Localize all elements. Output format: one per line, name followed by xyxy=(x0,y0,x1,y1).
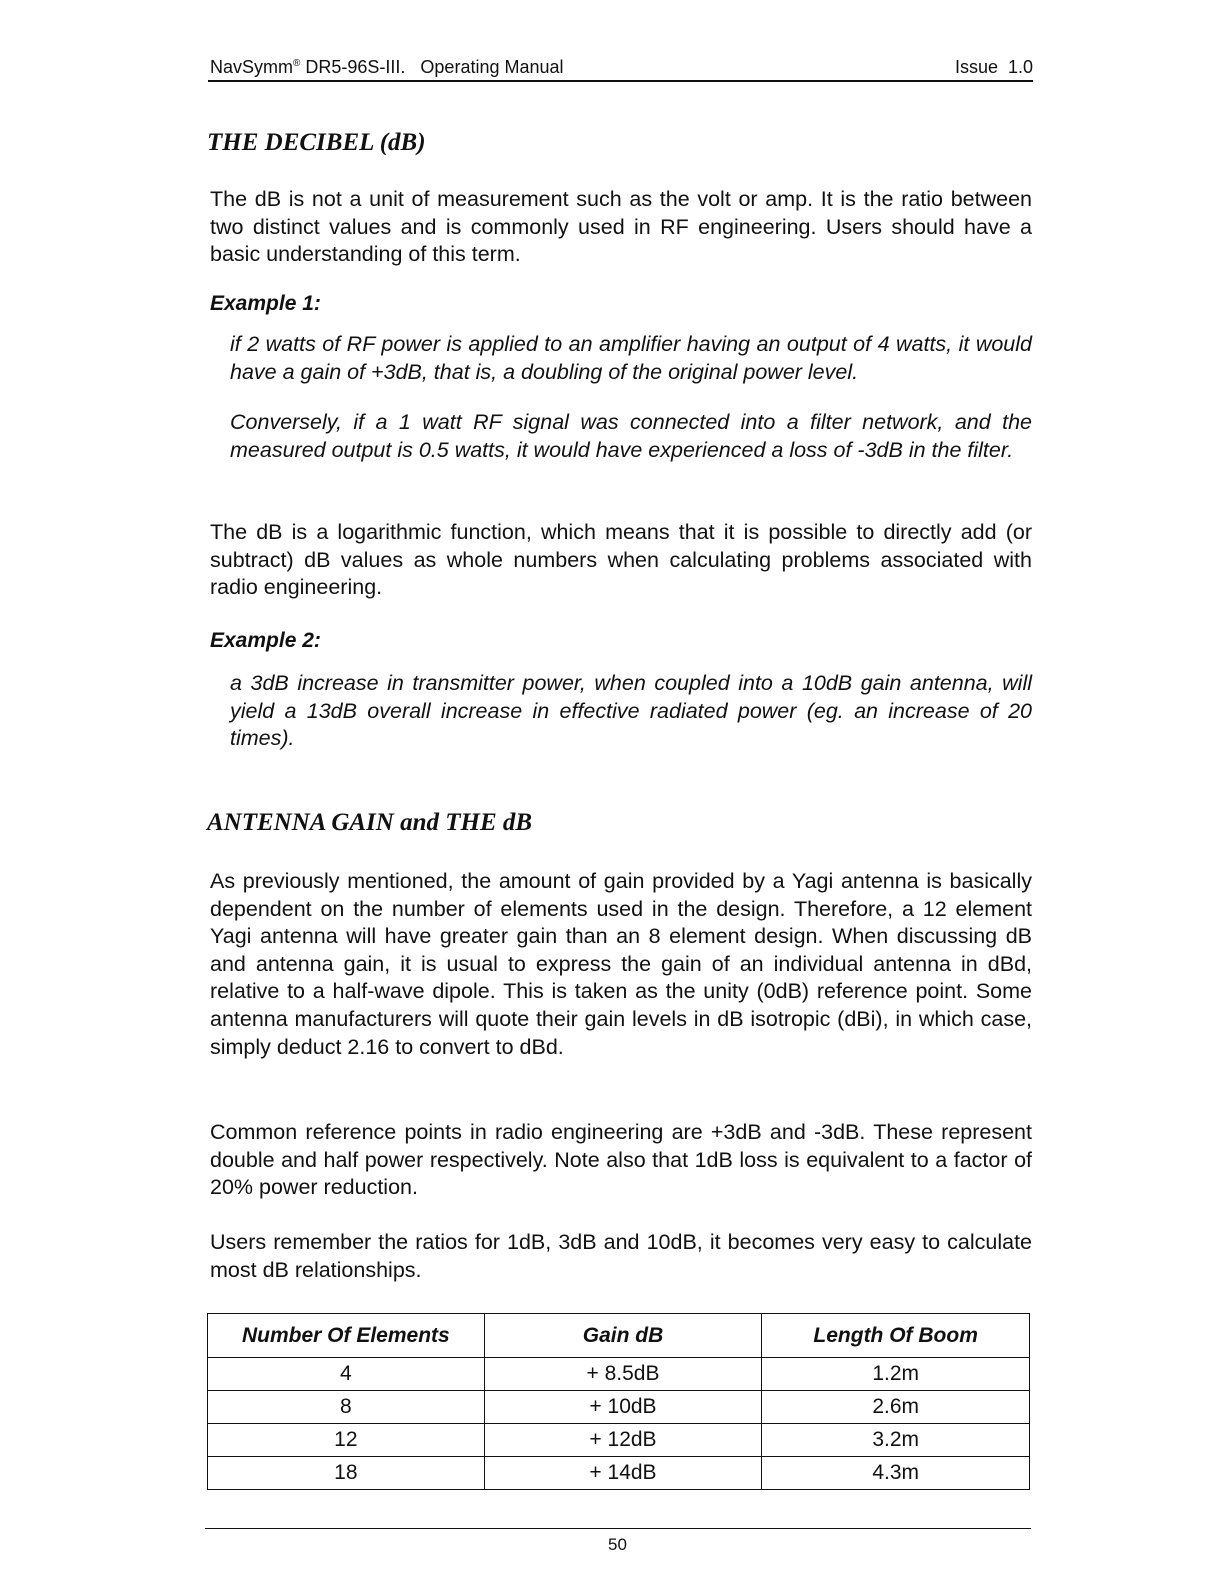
column-header-gain: Gain dB xyxy=(484,1314,762,1358)
registered-mark: ® xyxy=(293,58,301,69)
header-model-title: DR5-96S-III. Operating Manual xyxy=(300,57,564,77)
logarithmic-paragraph: The dB is a logarithmic function, which means that it is possible to directly add (or subtract) dB values as whole numbers when calculating problems associated with radio engineering. xyxy=(210,520,1032,600)
footer-divider xyxy=(205,1528,1031,1529)
header-issue: Issue 1.0 xyxy=(954,57,1033,77)
boom-length-cell: 4.3m xyxy=(762,1457,1030,1490)
elements-cell: 12 xyxy=(208,1424,485,1457)
header-title xyxy=(210,56,564,78)
elements-cell: 4 xyxy=(208,1358,485,1391)
page-header xyxy=(208,56,1033,80)
column-header-boom-length: Length Of Boom xyxy=(762,1314,1030,1358)
example-2-label: Example 2: xyxy=(210,629,321,652)
decibel-intro-paragraph: The dB is not a unit of measurement such as the volt or amp. It is the ratio between two distinct values and is commonly used in RF engineering. Users should have a basic understanding of this term. xyxy=(210,187,1032,267)
section-title-antenna-gain: ANTENNA GAIN and THE dB xyxy=(207,809,533,836)
antenna-gain-paragraph: As previously mentioned, the amount of gain provided by a Yagi antenna is basically dependent on the number of elements used in the design. Therefore, a 12 element Yagi antenna will have greater gain than an 8 element design. When discussing dB and antenna gain, it is usual to express the gain of an individual antenna in dBd, relative to a half-wave dipole. This is taken as the unity (0dB) reference point. Some antenna manufacturers will quote their gain levels in dB isotropic (dBi), in which case, simply deduct 2.16 to convert to dBd. xyxy=(210,869,1032,1059)
section-title-decibel: THE DECIBEL (dB) xyxy=(207,129,426,156)
header-brand: NavSymm xyxy=(210,57,294,77)
boom-length-cell: 2.6m xyxy=(762,1391,1030,1424)
boom-length-cell: 3.2m xyxy=(762,1424,1030,1457)
gain-cell: + 12dB xyxy=(484,1424,762,1457)
antenna-gain-table xyxy=(207,1313,1030,1490)
ratios-paragraph: Users remember the ratios for 1dB, 3dB and 10dB, it becomes very easy to calculate most dB relationships. xyxy=(210,1230,1032,1282)
page-number xyxy=(0,1535,1221,1555)
page-number-text: 50 xyxy=(608,1535,627,1554)
elements-cell: 18 xyxy=(208,1457,485,1490)
reference-points-paragraph: Common reference points in radio engineering are +3dB and -3dB. These represent double and half power respectively. Note also that 1dB loss is equivalent to a factor of 20% power reduction. xyxy=(210,1120,1032,1200)
gain-cell: + 14dB xyxy=(484,1457,762,1490)
example-2-text: a 3dB increase in transmitter power, when coupled into a 10dB gain antenna, will yield a 13dB overall increase in effective radiated power (eg. an increase of 20 times). xyxy=(230,671,1032,751)
table-row xyxy=(208,1424,1030,1457)
gain-cell: + 8.5dB xyxy=(484,1358,762,1391)
example-1-label: Example 1: xyxy=(210,292,321,315)
gain-cell: + 10dB xyxy=(484,1391,762,1424)
table-header-row xyxy=(208,1314,1030,1358)
elements-cell: 8 xyxy=(208,1391,485,1424)
table-row xyxy=(208,1457,1030,1490)
table-row xyxy=(208,1358,1030,1391)
header-divider xyxy=(208,80,1033,82)
example-1-text-loss: Conversely, if a 1 watt RF signal was connected into a filter network, and the measured output is 0.5 watts, it would have experienced a loss of -3dB in the filter. xyxy=(230,410,1032,462)
boom-length-cell: 1.2m xyxy=(762,1358,1030,1391)
example-1-text-gain: if 2 watts of RF power is applied to an amplifier having an output of 4 watts, it would have a gain of +3dB, that is, a doubling of the original power level. xyxy=(230,332,1032,384)
column-header-elements: Number Of Elements xyxy=(208,1314,485,1358)
table-row xyxy=(208,1391,1030,1424)
